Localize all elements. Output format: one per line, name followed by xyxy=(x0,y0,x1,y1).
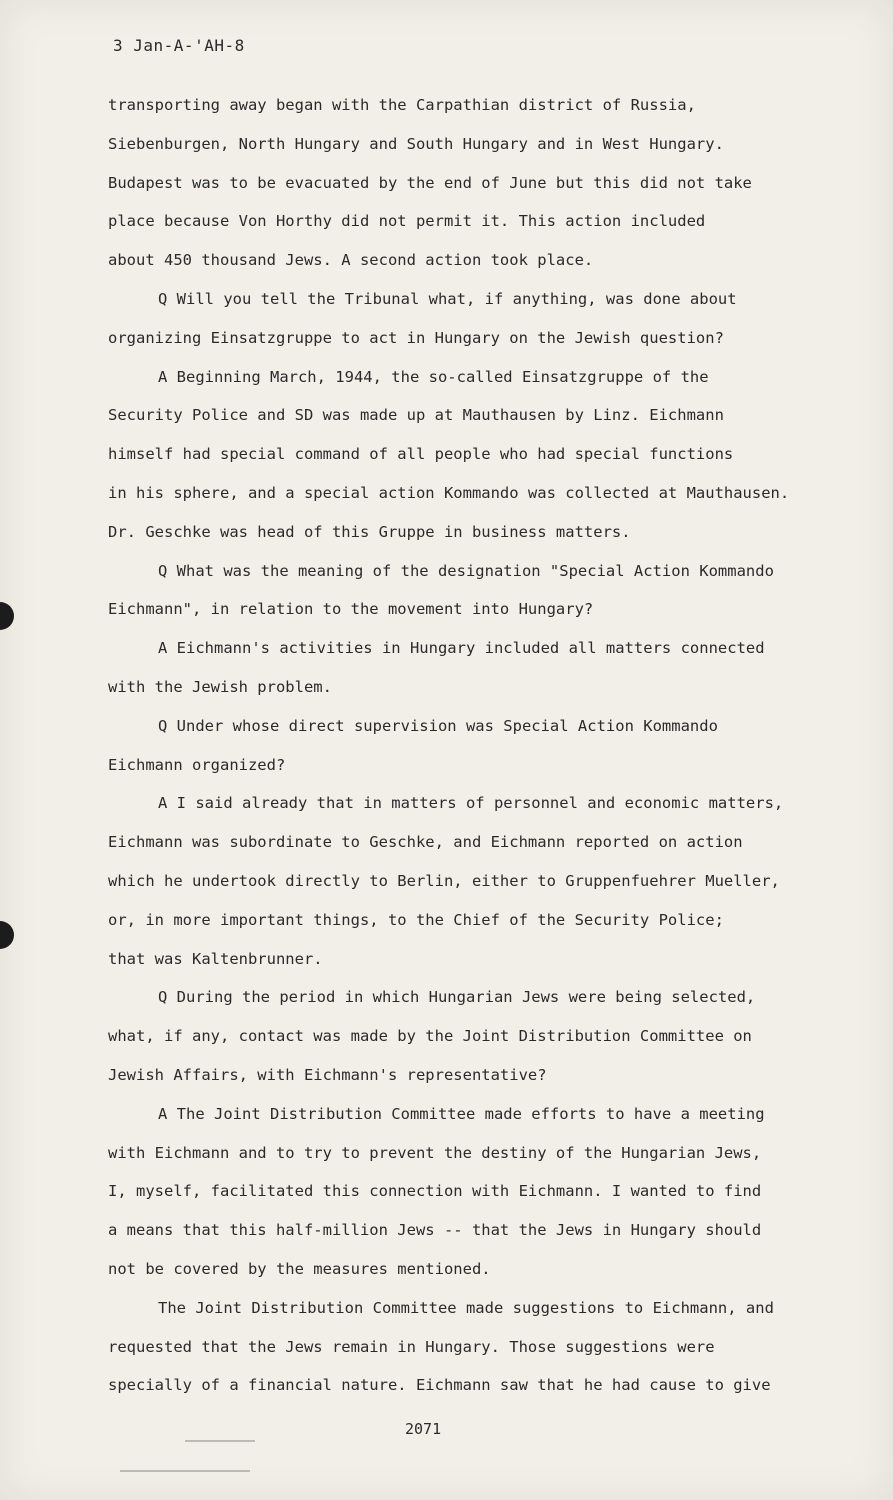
text-line: Budapest was to be evacuated by the end of June but this did not take xyxy=(108,173,752,192)
text-line: about 450 thousand Jews. A second action took place. xyxy=(108,251,594,270)
text-line: Jewish Affairs, with Eichmann's representative? xyxy=(108,1065,547,1084)
text-line: A Beginning March, 1944, the so-called Einsatzgruppe of the xyxy=(158,367,709,386)
text-line: Security Police and SD was made up at Mauthausen by Linz. Eichmann xyxy=(108,406,724,425)
text-line: organizing Einsatzgruppe to act in Hungary on the Jewish question? xyxy=(108,328,724,347)
text-line: specially of a financial nature. Eichmann saw that he had cause to give xyxy=(108,1376,771,1395)
text-line: or, in more important things, to the Chief of the Security Police; xyxy=(108,910,724,929)
text-line: a means that this half-million Jews -- that the Jews in Hungary should xyxy=(108,1221,762,1240)
text-line: Eichmann was subordinate to Geschke, and Eichmann reported on action xyxy=(108,833,743,852)
text-line: with Eichmann and to try to prevent the destiny of the Hungarian Jews, xyxy=(108,1143,762,1162)
text-line: requested that the Jews remain in Hungary. Those suggestions were xyxy=(108,1337,715,1356)
text-line: Q During the period in which Hungarian Jews were being selected, xyxy=(158,988,756,1007)
text-line: himself had special command of all people who had special functions xyxy=(108,445,734,464)
text-line: Eichmann organized? xyxy=(108,755,286,774)
text-line: Q Under whose direct supervision was Special Action Kommando xyxy=(158,716,718,735)
text-line: that was Kaltenbrunner. xyxy=(108,949,323,968)
text-line: Siebenburgen, North Hungary and South Hungary and in West Hungary. xyxy=(108,134,724,153)
text-line: in his sphere, and a special action Kommando was collected at Mauthausen. xyxy=(108,483,790,502)
punch-hole xyxy=(0,921,14,949)
text-line: transporting away began with the Carpathian district of Russia, xyxy=(108,96,696,114)
page-header: 3 Jan-A-'AH-8 xyxy=(113,36,245,55)
punch-hole xyxy=(0,602,14,630)
page-number: 2071 xyxy=(405,1420,442,1438)
text-line: Dr. Geschke was head of this Gruppe in business matters. xyxy=(108,522,631,541)
text-line: what, if any, contact was made by the Joint Distribution Committee on xyxy=(108,1027,752,1046)
text-line: Q Will you tell the Tribunal what, if anything, was done about xyxy=(158,289,737,308)
text-line: A The Joint Distribution Committee made efforts to have a meeting xyxy=(158,1104,765,1123)
text-line: A Eichmann's activities in Hungary included all matters connected xyxy=(158,639,765,658)
document-body xyxy=(108,86,828,1405)
text-line: Q What was the meaning of the designation "Special Action Kommando xyxy=(158,561,774,580)
text-line: A I said already that in matters of personnel and economic matters, xyxy=(158,794,784,813)
text-line: Eichmann", in relation to the movement into Hungary? xyxy=(108,600,594,619)
text-line: I, myself, facilitated this connection with Eichmann. I wanted to find xyxy=(108,1182,762,1201)
text-line: place because Von Horthy did not permit it. This action included xyxy=(108,212,706,231)
text-line: which he undertook directly to Berlin, either to Gruppenfuehrer Mueller, xyxy=(108,871,780,890)
smudge xyxy=(185,1440,255,1442)
text-line: not be covered by the measures mentioned. xyxy=(108,1259,491,1278)
smudge xyxy=(120,1470,250,1472)
text-line: The Joint Distribution Committee made suggestions to Eichmann, and xyxy=(158,1298,774,1317)
text-line: with the Jewish problem. xyxy=(108,677,332,696)
